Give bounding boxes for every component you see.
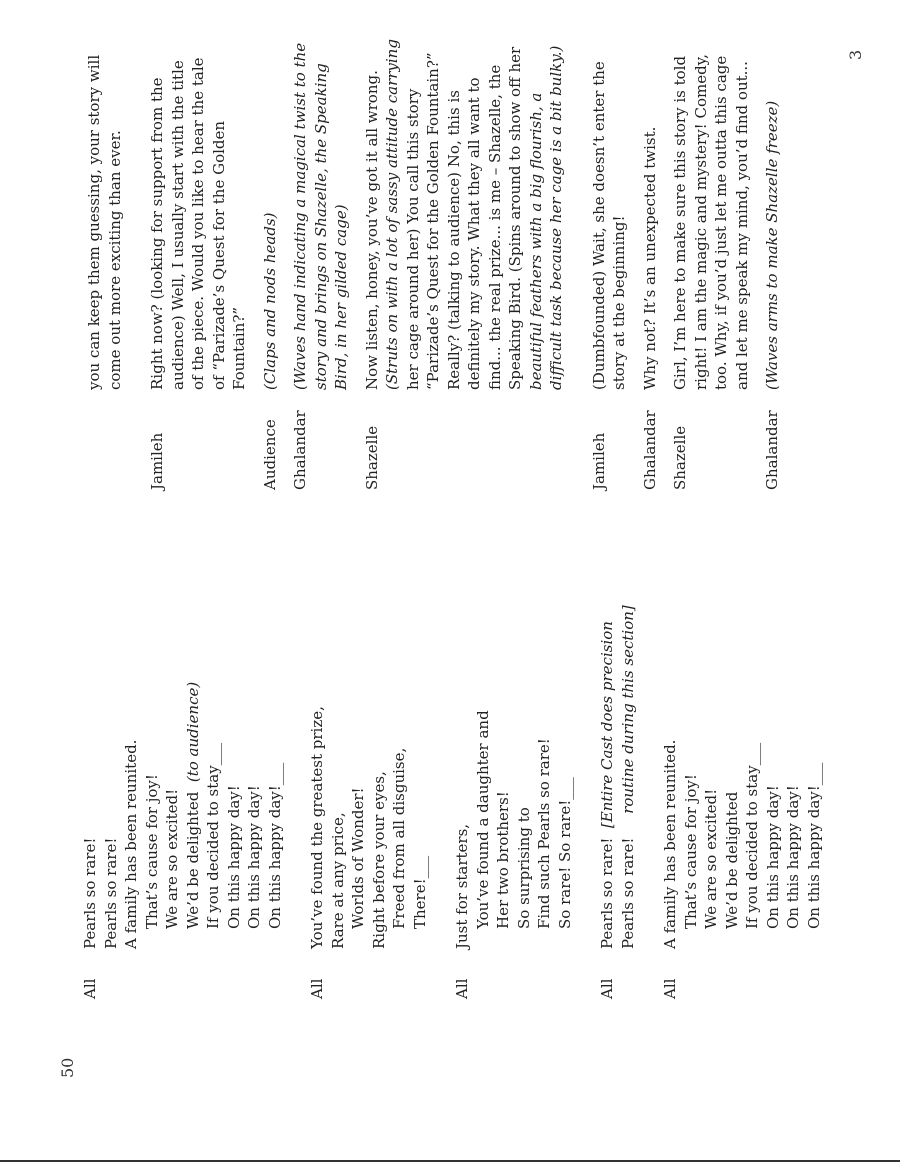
lyric-lines bbox=[660, 740, 824, 949]
speaker-label: All bbox=[661, 978, 679, 999]
lyric-line: On this happy day!___ bbox=[804, 762, 823, 929]
lyric-line: Rare at any price, bbox=[328, 812, 347, 949]
lyric-line: On this happy day! bbox=[784, 785, 802, 929]
stage-direction: (Waves hand indicating a magical twist to the bbox=[291, 42, 309, 390]
stage-direction: (Waves arms to make Shazelle freeze) bbox=[763, 100, 781, 390]
dialogue-lines bbox=[762, 101, 783, 390]
page-bottom-rule bbox=[0, 1160, 900, 1162]
stage-direction: (Struts on with a lot of sassy attitude carrying bbox=[383, 39, 401, 390]
lyric-lines bbox=[80, 682, 285, 949]
dialogue-lines bbox=[260, 212, 281, 390]
lyric-line: A family has been reunited. bbox=[122, 739, 140, 949]
lyric-line: That’s cause for joy! bbox=[142, 774, 161, 929]
lyric-line: Freed from all disguise, bbox=[390, 747, 408, 929]
left-page-lyrics bbox=[80, 569, 824, 999]
stage-direction: difficult task because her cage is a bit bulky.) bbox=[547, 45, 565, 390]
lyric-line: That’s cause for joy! bbox=[681, 774, 700, 929]
dialogue-line: Fountain?” bbox=[230, 306, 248, 390]
lyric-block-1 bbox=[80, 569, 285, 999]
lyric-line: You’ve found a daughter and bbox=[473, 710, 492, 929]
dialogue-block-continued bbox=[84, 30, 125, 490]
stage-direction: beautiful feathers with a big flourish, a bbox=[526, 92, 545, 390]
lyric-line: Right before your eyes, bbox=[369, 771, 388, 949]
lyric-text: Pearls so rare! bbox=[618, 837, 637, 949]
dialogue-block-shazelle-2 bbox=[670, 30, 752, 490]
lyric-line: There!___ bbox=[410, 855, 429, 929]
speaker-label: Jamileh bbox=[148, 432, 166, 490]
dialogue-line: of the piece. Would you like to hear the tale bbox=[189, 57, 207, 390]
speaker-label bbox=[84, 390, 125, 490]
lyric-line: On this happy day! bbox=[224, 785, 243, 929]
dialogue-lines bbox=[290, 43, 352, 390]
lyric-text: We’d be delighted bbox=[183, 791, 202, 929]
lyric-lines bbox=[597, 605, 638, 949]
lyric-line: Her two brothers! bbox=[494, 791, 512, 929]
lyric-line: So rare! So rare!___ bbox=[555, 777, 574, 929]
lyric-line: On this happy day!___ bbox=[265, 762, 284, 929]
lyric-block-3 bbox=[452, 569, 575, 999]
lyric-line: Worlds of Wonder! bbox=[349, 787, 367, 929]
stage-direction: routine during this section] bbox=[618, 605, 637, 814]
dialogue-line: Why not? It’s an unexpected twist. bbox=[640, 126, 659, 390]
dialogue-lines bbox=[362, 39, 567, 390]
dialogue-line: (Dumbfounded) Wait, she doesn’t enter the bbox=[589, 61, 608, 390]
speaker-label: Audience bbox=[260, 419, 279, 490]
lyric-line: You’ve found the greatest prize, bbox=[308, 706, 326, 949]
dialogue-line: of “Parizade’s Quest for the Golden bbox=[209, 120, 228, 390]
lyric-line: Just for starters, bbox=[453, 823, 471, 949]
dialogue-block-shazelle-1 bbox=[362, 30, 567, 490]
dialogue-line: Right now? (looking for support from the bbox=[148, 77, 166, 390]
dialogue-lines bbox=[589, 61, 630, 390]
dialogue-block-ghalandar-1 bbox=[290, 30, 352, 490]
dialogue-line: too. Why, if you’d just let me outta this cage bbox=[712, 55, 730, 390]
lyric-line: On this happy day! bbox=[245, 785, 263, 929]
stage-direction: Bird, in her gilded cage) bbox=[332, 204, 350, 390]
dialogue-lines bbox=[84, 55, 125, 390]
lyric-line: A family has been reunited. bbox=[661, 739, 679, 949]
dialogue-block-jamileh-2 bbox=[589, 30, 630, 490]
dialogue-line: find... the real prize... is me – Shazelle, the bbox=[485, 64, 504, 390]
lyric-block-4 bbox=[597, 569, 638, 999]
lyric-line: If you decided to stay___ bbox=[743, 742, 761, 929]
right-page-dialogue bbox=[84, 30, 783, 490]
lyric-text: Pearls so rare! bbox=[598, 837, 616, 949]
stage-direction: (to audience) bbox=[183, 681, 202, 783]
lyric-line bbox=[618, 605, 639, 949]
speaker-label: Shazelle bbox=[362, 425, 381, 490]
speaker-label: Shazelle bbox=[671, 425, 689, 490]
right-page-number: 3 bbox=[846, 49, 865, 60]
speaker-label: All bbox=[81, 978, 99, 999]
stage-direction: (Claps and nods heads) bbox=[260, 212, 279, 390]
speaker-label: All bbox=[308, 978, 326, 999]
dialogue-line: right! I am the magic and mystery! Comedy, bbox=[691, 54, 710, 390]
speaker-label: All bbox=[453, 978, 471, 999]
dialogue-line: Speaking Bird. (Spins around to show off her bbox=[506, 46, 524, 390]
dialogue-line: audience) Well, I usually start with the title bbox=[168, 60, 187, 390]
lyric-line: Find such Pearls so rare! bbox=[535, 738, 553, 929]
lyric-block-2 bbox=[307, 569, 430, 999]
lyric-line: Pearls so rare! bbox=[101, 837, 120, 949]
dialogue-line: and let me speak my mind, you’d find out... bbox=[732, 61, 751, 390]
speaker-label: Ghalandar bbox=[640, 410, 659, 490]
dialogue-block-ghalandar-3 bbox=[762, 30, 783, 490]
dialogue-line: definitely my story. What they all want to bbox=[465, 77, 483, 390]
dialogue-line: you can keep them guessing, your story will bbox=[85, 54, 103, 390]
lyric-line: Pearls so rare! bbox=[81, 837, 99, 949]
lyric-line: If you decided to stay___ bbox=[204, 742, 222, 929]
dialogue-lines bbox=[670, 54, 752, 390]
dialogue-block-audience bbox=[260, 30, 281, 490]
dialogue-line: Now listen, honey, you’ve got it all wrong. bbox=[362, 70, 381, 390]
speaker-label: Ghalandar bbox=[291, 410, 309, 490]
left-page-number: 50 bbox=[58, 1057, 77, 1078]
dialogue-line: Really? (talking to audience) No, this is bbox=[444, 90, 463, 390]
dialogue-lines bbox=[147, 57, 250, 390]
lyric-line: We are so excited! bbox=[163, 788, 181, 929]
stage-direction: story and brings on Shazelle, the Speaking bbox=[311, 63, 330, 390]
dialogue-block-jamileh-1 bbox=[147, 30, 250, 490]
dialogue-line: Girl, I’m here to make sure this story is told bbox=[671, 55, 689, 390]
speaker-label: Jamileh bbox=[589, 432, 608, 490]
lyric-line bbox=[183, 682, 204, 949]
lyric-line: On this happy day! bbox=[763, 785, 782, 929]
dialogue-lines bbox=[640, 127, 661, 390]
lyric-line: We’d be delighted bbox=[722, 791, 741, 929]
lyric-block-5 bbox=[660, 569, 824, 999]
dialogue-block-ghalandar-2 bbox=[640, 30, 661, 490]
lyric-line bbox=[597, 605, 618, 949]
dialogue-line: come out more exciting than ever. bbox=[105, 130, 124, 390]
lyric-line: So surprising to bbox=[514, 807, 533, 929]
lyric-lines bbox=[307, 706, 430, 949]
dialogue-line: story at the beginning! bbox=[610, 215, 628, 390]
dialogue-line: “Parizade’s Quest for the Golden Fountain?” bbox=[424, 52, 442, 390]
speaker-label: All bbox=[598, 978, 616, 999]
dialogue-line: her cage around her) You call this story bbox=[403, 88, 422, 390]
lyric-line: We are so excited! bbox=[702, 788, 720, 929]
stage-direction: [Entire Cast does precision bbox=[598, 621, 616, 829]
speaker-label: Ghalandar bbox=[763, 410, 781, 490]
lyric-lines bbox=[452, 710, 575, 949]
